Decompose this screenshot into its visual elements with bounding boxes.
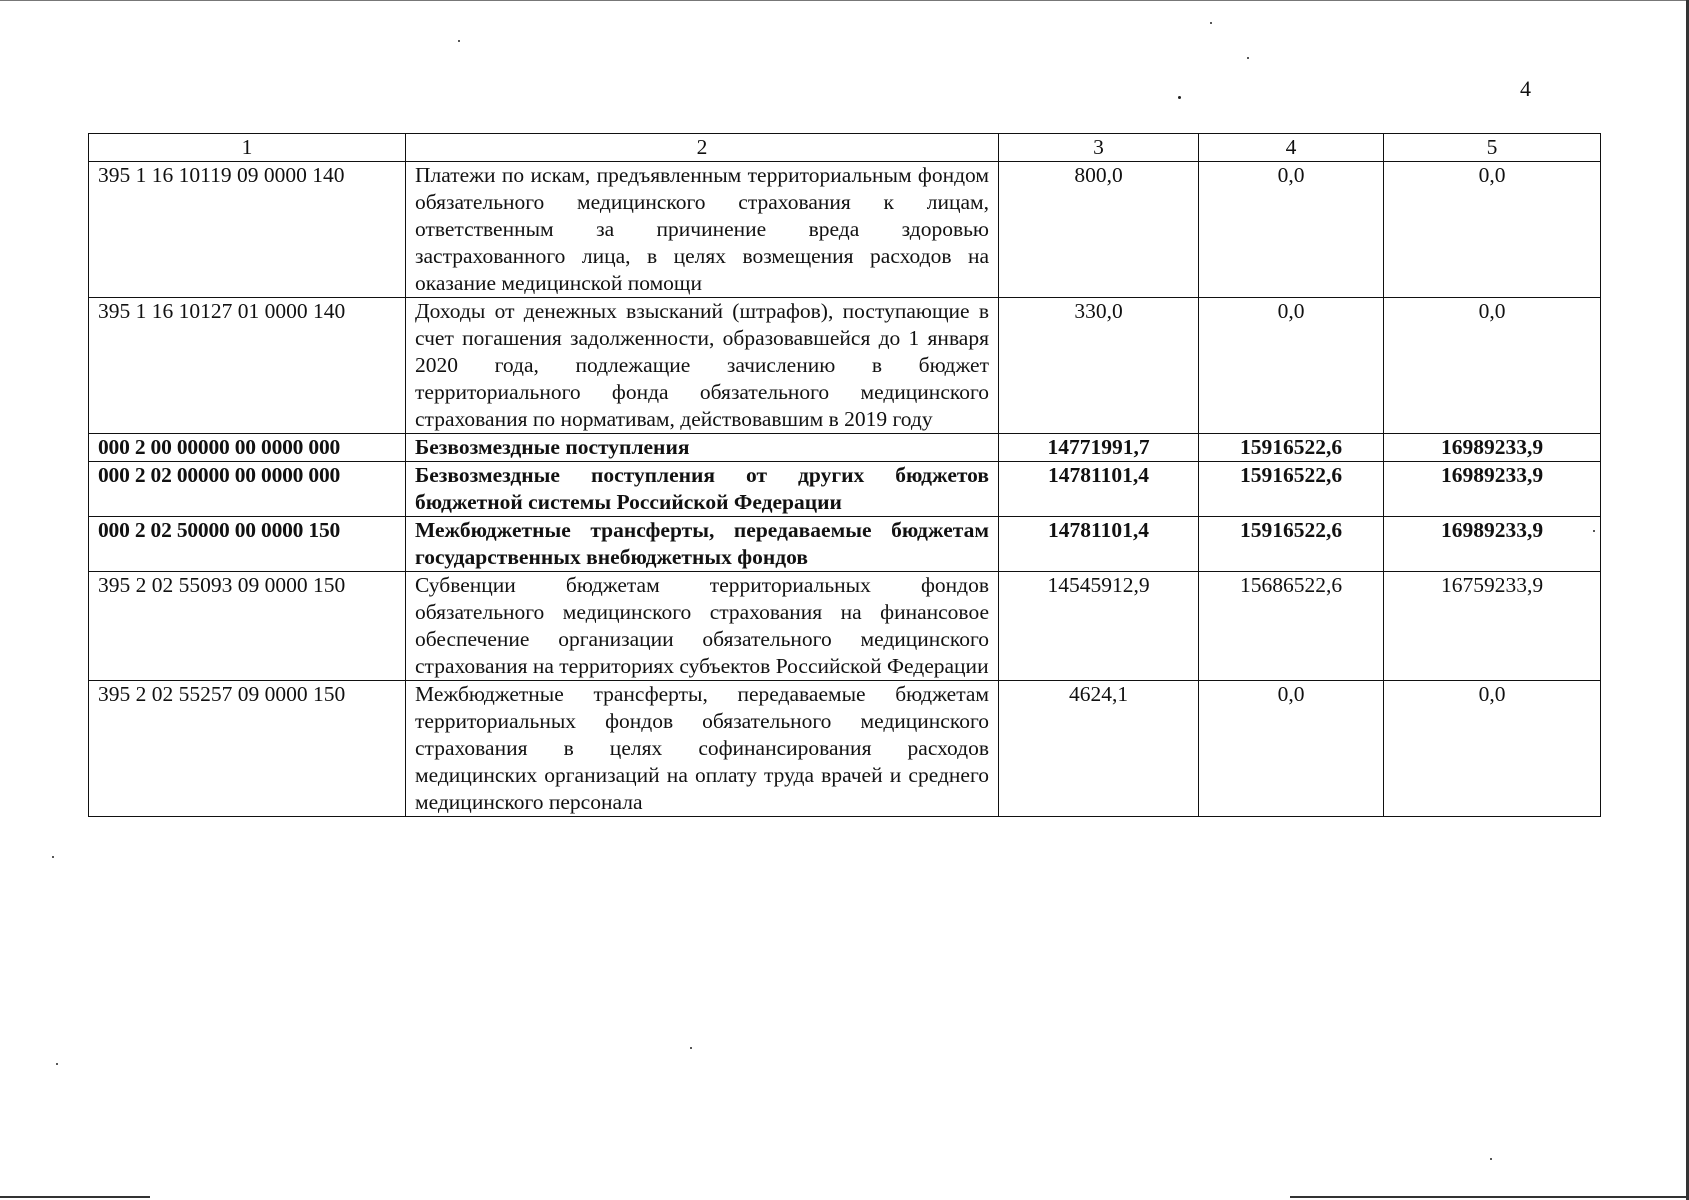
budget-code-cell: 000 2 00 00000 00 0000 000 bbox=[89, 434, 406, 462]
scan-speck bbox=[1210, 22, 1212, 24]
amount-cell: 800,0 bbox=[999, 162, 1199, 298]
scan-speck bbox=[690, 1047, 692, 1049]
amount-cell: 15686522,6 bbox=[1199, 572, 1384, 681]
budget-code-cell: 000 2 02 50000 00 0000 150 bbox=[89, 517, 406, 572]
page-number: 4 bbox=[1520, 76, 1531, 101]
budget-revenue-table bbox=[88, 133, 1601, 817]
table-row bbox=[89, 298, 1601, 434]
table-row bbox=[89, 162, 1601, 298]
amount-cell: 4624,1 bbox=[999, 681, 1199, 817]
revenue-name-cell: Субвенции бюджетам территориальных фондов обязательного медицинского страхования на финансовое обеспечение организации обязательного медицинского страхования на территориях субъектов Российской Федерации bbox=[406, 572, 999, 681]
amount-cell: 0,0 bbox=[1199, 162, 1384, 298]
revenue-name-cell: Доходы от денежных взысканий (штрафов), поступающие в счет погашения задолженности, образовавшейся до 1 января 2020 года, подлежащие зачислению в бюджет территориального фонда обязательного медицинского страхования по нормативам, действовавшим в 2019 году bbox=[406, 298, 999, 434]
amount-cell: 14781101,4 bbox=[999, 517, 1199, 572]
scan-speck bbox=[458, 40, 460, 42]
budget-code-cell: 395 1 16 10127 01 0000 140 bbox=[89, 298, 406, 434]
budget-code-cell: 000 2 02 00000 00 0000 000 bbox=[89, 462, 406, 517]
table-row bbox=[89, 572, 1601, 681]
amount-cell: 16759233,9 bbox=[1384, 572, 1601, 681]
budget-code-cell: 395 2 02 55093 09 0000 150 bbox=[89, 572, 406, 681]
amount-cell: 15916522,6 bbox=[1199, 462, 1384, 517]
amount-cell: 16989233,9 bbox=[1384, 462, 1601, 517]
column-header: 1 bbox=[89, 134, 406, 162]
column-header: 3 bbox=[999, 134, 1199, 162]
budget-code-cell: 395 1 16 10119 09 0000 140 bbox=[89, 162, 406, 298]
scan-bottom-edge bbox=[1290, 1196, 1686, 1198]
scan-top-edge bbox=[0, 0, 1689, 1]
amount-cell: 14771991,7 bbox=[999, 434, 1199, 462]
amount-cell: 0,0 bbox=[1199, 681, 1384, 817]
amount-cell: 14781101,4 bbox=[999, 462, 1199, 517]
amount-cell: 0,0 bbox=[1384, 681, 1601, 817]
revenue-name-cell: Платежи по искам, предъявленным территориальным фондом обязательного медицинского страхования к лицам, ответственным за причинение вреда здоровью застрахованного лица, в целях возмещения расходов на оказание медицинской помощи bbox=[406, 162, 999, 298]
budget-code-cell: 395 2 02 55257 09 0000 150 bbox=[89, 681, 406, 817]
column-header: 4 bbox=[1199, 134, 1384, 162]
column-header: 5 bbox=[1384, 134, 1601, 162]
amount-cell: 16989233,9 bbox=[1384, 517, 1601, 572]
scan-bottom-edge bbox=[0, 1196, 150, 1198]
amount-cell: 15916522,6 bbox=[1199, 434, 1384, 462]
revenue-name-cell: Межбюджетные трансферты, передаваемые бюджетам территориальных фондов обязательного медицинского страхования в целях софинансирования расходов медицинских организаций на оплату труда врачей и среднего медицинского персонала bbox=[406, 681, 999, 817]
table-row-total bbox=[89, 434, 1601, 462]
table-row bbox=[89, 681, 1601, 817]
scan-speck bbox=[56, 1063, 58, 1065]
revenue-name-cell: Безвозмездные поступления от других бюджетов бюджетной системы Российской Федерации bbox=[406, 462, 999, 517]
column-header: 2 bbox=[406, 134, 999, 162]
scan-speck bbox=[1247, 57, 1249, 59]
scan-speck bbox=[52, 856, 54, 858]
amount-cell: 0,0 bbox=[1199, 298, 1384, 434]
scan-speck bbox=[1490, 1158, 1492, 1160]
amount-cell: 16989233,9 bbox=[1384, 434, 1601, 462]
amount-cell: 15916522,6 bbox=[1199, 517, 1384, 572]
table-row-total bbox=[89, 462, 1601, 517]
amount-cell: 330,0 bbox=[999, 298, 1199, 434]
scan-speck bbox=[1178, 96, 1181, 99]
table-row-total bbox=[89, 517, 1601, 572]
revenue-name-cell: Межбюджетные трансферты, передаваемые бюджетам государственных внебюджетных фондов bbox=[406, 517, 999, 572]
amount-cell: 14545912,9 bbox=[999, 572, 1199, 681]
amount-cell: 0,0 bbox=[1384, 162, 1601, 298]
amount-cell: 0,0 bbox=[1384, 298, 1601, 434]
header-row bbox=[89, 134, 1601, 162]
revenue-name-cell: Безвозмездные поступления bbox=[406, 434, 999, 462]
